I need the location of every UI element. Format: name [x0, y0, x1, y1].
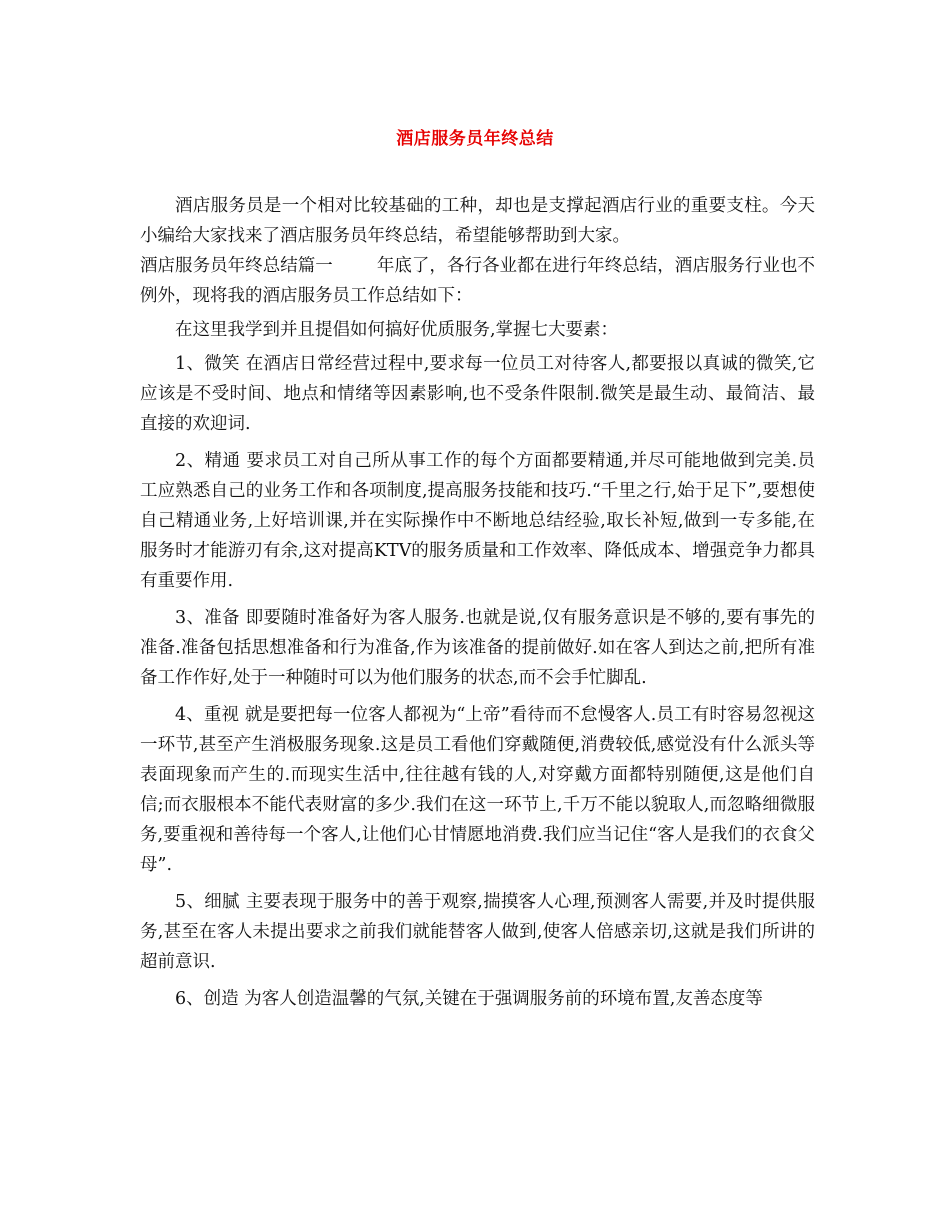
element-paragraph-3: 3、准备 即要随时准备好为客人服务.也就是说,仅有服务意识是不够的,要有事先的准备.准备包括思想准备和行为准备,作为该准备的提前做好.如在客人到达之前,把所有准备工作作好,处于一种随时可以为他们服务的状态,而不会手忙脚乱.: [140, 608, 815, 688]
document-body: [140, 191, 815, 1014]
element-paragraph-2: 2、精通 要求员工对自己所从事工作的每个方面都要精通,并尽可能地做到完美.员工应熟悉自己的业务工作和各项制度,提高服务技能和技巧.“千里之行,始于足下”,要想使自己精通业务,上好培训课,并在实际操作中不断地总结经验,取长补短,做到一专多能,在服务时才能游刃有余,这对提高KTV的服务质量和工作效率、降低成本、增强竞争力都具有重要作用.: [140, 451, 815, 591]
section-paragraph: [140, 251, 815, 311]
intro-paragraph: 酒店服务员是一个相对比较基础的工种，却也是支撑起酒店行业的重要支柱。今天小编给大家找来了酒店服务员年终总结，希望能够帮助到大家。: [140, 196, 815, 246]
element-paragraph-5: 5、细腻 主要表现于服务中的善于观察,揣摸客人心理,预测客人需要,并及时提供服务,甚至在客人未提出要求之前我们就能替客人做到,使客人倍感亲切,这就是我们所讲的超前意识.: [140, 892, 815, 972]
element-paragraph-4: 4、重视 就是要把每一位客人都视为“上帝”看待而不怠慢客人.员工有时容易忽视这一环节,甚至产生消极服务现象.这是员工看他们穿戴随便,消费较低,感觉没有什么派头等表面现象而产生的.而现实生活中,往往越有钱的人,对穿戴方面都特别随便,这是他们自信;而衣服根本不能代表财富的多少.我们在这一环节上,千万不能以貌取人,而忽略细微服务,要重视和善待每一个客人,让他们心甘情愿地消费.我们应当记住“客人是我们的衣食父母”.: [140, 705, 815, 875]
document-title: 酒店服务员年终总结: [396, 129, 554, 149]
element-paragraph-1: 1、微笑 在酒店日常经营过程中,要求每一位员工对待客人,都要报以真诚的微笑,它应该是不受时间、地点和情绪等因素影响,也不受条件限制.微笑是最生动、最简洁、最直接的欢迎词.: [140, 354, 815, 434]
elements-intro-paragraph: 在这里我学到并且提倡如何搞好优质服务,掌握七大要素：: [175, 320, 619, 340]
element-paragraph-6: 6、创造 为客人创造温馨的气氛,关键在于强调服务前的环境布置,友善态度等: [175, 989, 763, 1009]
section-lead: 年底了，各行各业都在进行年终总结，酒店服务行业也不例外，现将我的酒店服务员工作总结如下：: [140, 256, 816, 306]
section-heading: 酒店服务员年终总结篇一: [140, 256, 333, 276]
